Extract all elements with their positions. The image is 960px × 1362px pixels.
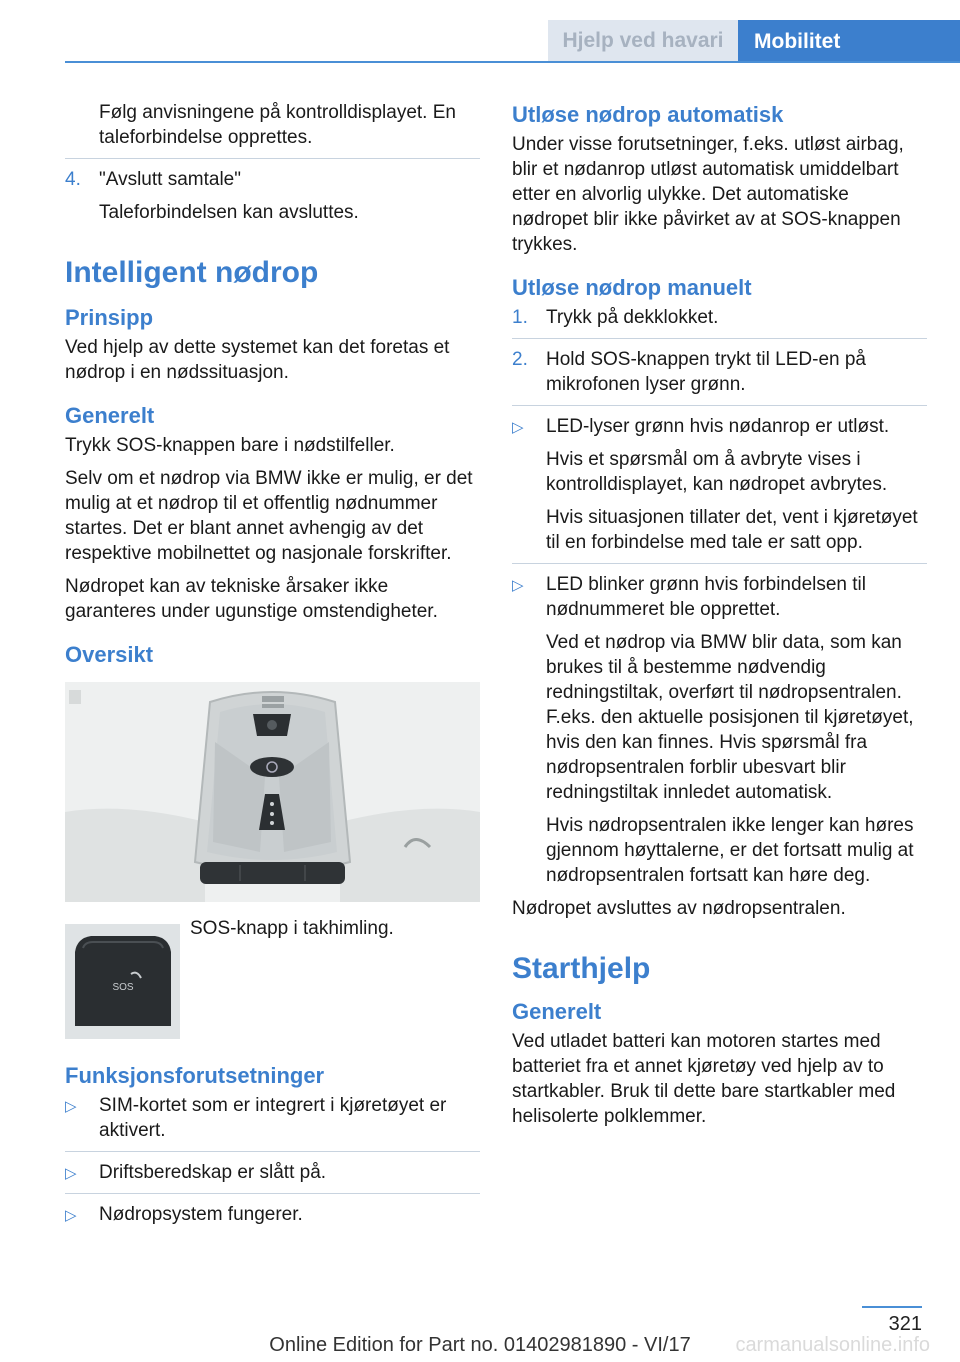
step-4-subtext: Taleforbindelsen kan avsluttes. [99, 202, 359, 223]
right-column [512, 100, 927, 1137]
heading-utlose-nodrop-manuelt: Utløse nødrop manuelt [512, 275, 752, 300]
step-text: Trykk på dekklokket. [546, 307, 719, 328]
watermark: carmanualsonline.info [735, 1334, 930, 1356]
step-4 [65, 167, 480, 192]
section-title-starthjelp: Starthjelp [512, 952, 651, 985]
heading-funksjonsforutsetninger: Funksjonsforutsetninger [65, 1063, 325, 1088]
section-title-intelligent-nodrop: Intelligent nødrop [65, 256, 319, 289]
start-text: Ved utladet batteri kan motoren startes med batteriet fra et annet kjøretøy ved hjelp av to startkabler. Bruk til dette bare startkabler med helisolerte polklemmer. [512, 1031, 896, 1127]
page-number: 321 [888, 1313, 922, 1335]
led2-subtext-2: Hvis nødropsentralen ikke lenger kan høres gjennom høyttalerne, er det fortsatt mulig at nødropsentralen fortsatt kan høre deg. [546, 815, 914, 886]
footer-divider [862, 1306, 922, 1308]
step-number: 2. [512, 349, 528, 370]
list-item [512, 414, 927, 439]
led2-subtext-1: Ved et nødrop via BMW blir data, som kan brukes til å bestemme nødvendig redningstiltak, overført til nødropsentralen. F.eks. den aktuelle posisjonen til kjøretøyet, hvis den kan finnes. Hvis spørsmål fra nødropsentralen forblir ubesvart blir redningstiltak innledet automatisk. [546, 632, 914, 803]
step-2 [512, 347, 927, 397]
end-text: Nødropet avsluttes av nødropsentralen. [512, 898, 846, 919]
divider [512, 405, 927, 406]
auto-text: Under visse forutsetninger, f.eks. utløst airbag, blir et nødanrop utløst automatisk umiddelbart etter en alvorlig ulykke. Det automatiske nødropet blir ikke påvirket av at SOS-knappen trykkes. [512, 134, 904, 255]
triangle-right-icon: ▷ [65, 1165, 77, 1182]
divider [65, 1151, 480, 1152]
divider [65, 1193, 480, 1194]
triangle-right-icon: ▷ [65, 1098, 77, 1115]
step-1 [512, 305, 927, 330]
step-number: 1. [512, 307, 528, 328]
sos-label: SOS [112, 982, 134, 993]
divider [65, 158, 480, 159]
figure-caption: SOS-knapp i takhimling. [190, 918, 394, 939]
generelt-text-2: Selv om et nødrop via BMW ikke er mulig, er det mulig at et nødrop til et offentlig nødnummer startes. Det er blant annet avhengig av det respektive mobilnettet og nasjonale forskrifter. [65, 468, 473, 564]
list-item [65, 1093, 480, 1143]
list-item [65, 1202, 480, 1227]
step-text: Hold SOS-knappen trykt til LED-en på mikrofonen lyser grønn. [546, 349, 866, 395]
step-number: 4. [65, 169, 81, 190]
divider [512, 338, 927, 339]
list-item-text: Nødropsystem fungerer. [99, 1204, 303, 1225]
list-item-text: LED-lyser grønn hvis nødanrop er utløst. [546, 416, 890, 437]
generelt-text-1: Trykk SOS-knappen bare i nødstilfeller. [65, 435, 395, 456]
generelt-text-3: Nødropet kan av tekniske årsaker ikke garanteres under ugunstige omstendigheter. [65, 576, 438, 622]
tab-hjelp-ved-havari[interactable]: Hjelp ved havari [548, 20, 738, 61]
list-item-text: LED blinker grønn hvis forbindelsen til nødnummeret ble opprettet. [546, 574, 866, 620]
tab-mobilitet[interactable]: Mobilitet [738, 20, 960, 63]
list-item-text: SIM-kortet som er integrert i kjøretøyet er aktivert. [99, 1095, 447, 1141]
heading-oversikt: Oversikt [65, 642, 154, 667]
edition-text: Online Edition for Part no. 01402981890 - VI/17 [269, 1334, 691, 1356]
divider [512, 563, 927, 564]
heading-generelt-starthjelp: Generelt [512, 999, 602, 1024]
intro-text: Følg anvisningene på kontrolldisplayet. En taleforbindelse opprettes. [99, 102, 456, 148]
prinsipp-text: Ved hjelp av dette systemet kan det foretas et nødrop i en nødssituasjon. [65, 337, 450, 383]
list-item [65, 1160, 480, 1185]
triangle-right-icon: ▷ [65, 1207, 77, 1224]
heading-prinsipp: Prinsipp [65, 305, 154, 330]
sos-button-image [65, 924, 180, 1039]
heading-generelt: Generelt [65, 403, 155, 428]
triangle-right-icon: ▷ [512, 419, 524, 436]
left-column [65, 100, 480, 1235]
led1-subtext-1: Hvis et spørsmål om å avbryte vises i kontrolldisplayet, kan nødropet avbrytes. [546, 449, 888, 495]
list-item-text: Driftsberedskap er slått på. [99, 1162, 327, 1183]
list-item [512, 572, 927, 622]
step-text: "Avslutt samtale" [99, 169, 241, 190]
heading-utlose-nodrop-automatisk: Utløse nødrop automatisk [512, 102, 784, 127]
overhead-console-image [65, 682, 480, 902]
sos-figure-row [65, 916, 480, 1041]
triangle-right-icon: ▷ [512, 577, 524, 594]
led1-subtext-2: Hvis situasjonen tillater det, vent i kjøretøyet til en forbindelse med tale er satt opp. [546, 507, 918, 553]
header-divider [65, 61, 960, 63]
